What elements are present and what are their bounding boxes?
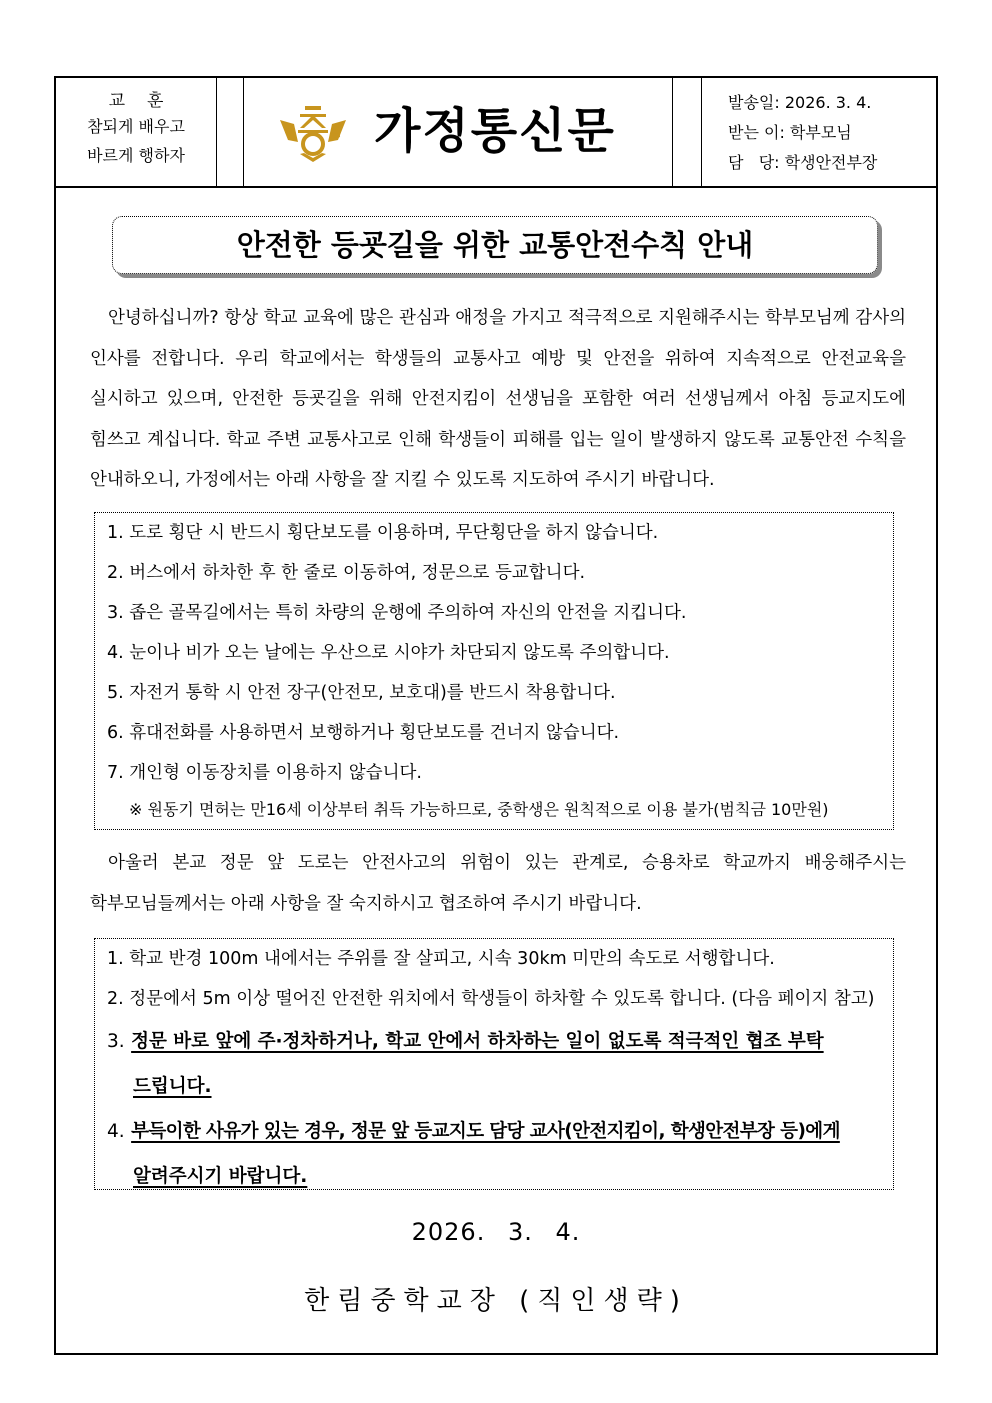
rule-note: ※ 원동기 면허는 만16세 이상부터 취득 가능하므로, 중학생은 원칙적으로 이용 불가(범칙금 10만원) [129,800,829,819]
student-rule: 2. 버스에서 하차한 후 한 줄로 이동하여, 정문으로 등교합니다. [107,563,586,583]
intro-text: 안녕하십니까? 항상 학교 교육에 많은 관심과 애정을 가지고 적극적으로 지원해주시는 학부모님께 감사의 인사를 전합니다. 우리 학교에서는 학생들의 교통사고 예방 및 안전을 위하여 지속적으로 안전교육을 실시하고 있으며, 안전한 등굣길을 위해 안전지킴이 선생님을 포함한 여러 선생님께서 아침 등교지도에 힘쓰고 계십니다. 학교 주변 교통사고로 인해 학생들이 피해를 입는 일이 발생하지 않도록 교통안전 수칙을 안내하오니, 가정에서는 아래 사항을 잘 지킬 수 있도록 지도하여 주시기 바랍니다. [90,308,906,490]
document-type-title: 가정통신문 [374,103,616,159]
school-motto [56,78,217,186]
header-spacer [673,78,702,186]
parent-rule: 2. 정문에서 5m 이상 떨어진 안전한 위치에서 학생들이 하차할 수 있도록 합니다. (다음 페이지 참고) [107,989,875,1009]
letterhead [56,78,936,188]
parent-rule: 1. 학교 반경 100m 내에서는 주위를 잘 살피고, 시속 30km 미만의 속도로 서행합니다. [107,949,775,969]
recipient: 받는 이: 학부모님 [728,123,852,142]
header-spacer [217,78,244,186]
student-rules-box [94,512,894,830]
student-rule: 6. 휴대전화를 사용하면서 보행하거나 횡단보도를 건너지 않습니다. [107,723,620,743]
parent-rule-emphasized: 4. 부득이한 사유가 있는 경우, 정문 앞 등교지도 담당 교사(안전지킴이, 학생안전부장 등)에게 알려주시기 바랍니다. [107,1121,840,1187]
department-in-charge: 담 당: 학생안전부장 [728,153,878,172]
student-rule: 4. 눈이나 비가 오는 날에는 우산으로 시야가 차단되지 않도록 주의합니다. [107,643,670,663]
principal-signature: 한림중학교장 (직인생략) [304,1286,688,1316]
parent-intro-text: 아울러 본교 정문 앞 도로는 안전사고의 위험이 있는 관계로, 승용차로 학교까지 배웅해주시는 학부모님들께서는 아래 사항을 잘 숙지하시고 협조하여 주시기 바랍니다. [90,853,906,914]
motto-line: 바르게 행하자 [87,146,185,165]
svg-text:림: 림 [331,126,342,139]
parent-intro-paragraph [90,843,906,924]
parent-rule-emphasized: 3. 정문 바로 앞에 주·정차하거나, 학교 안에서 하차하는 일이 없도록 적극적인 협조 부탁 드립니다. [107,1031,824,1097]
parent-rules-box [94,938,894,1190]
sent-date: 발송일: 2026. 3. 4. [728,93,872,112]
svg-text:한: 한 [284,126,295,139]
student-rule: 7. 개인형 이동장치를 이용하지 않습니다. [107,763,422,783]
school-emblem-icon [278,102,348,164]
intro-paragraph [90,298,906,501]
student-rule: 1. 도로 횡단 시 반드시 횡단보도를 이용하며, 무단횡단을 하지 않습니다. [107,523,659,543]
newsletter-page [54,76,938,1355]
title-cell [244,78,673,186]
motto-heading: 교훈 [108,91,186,111]
student-rule: 3. 좁은 골목길에서는 특히 차량의 운행에 주의하여 자신의 안전을 지킵니다. [107,603,687,623]
notice-title: 안전한 등굣길을 위한 교통안전수칙 안내 [112,216,878,274]
issue-date: 2026. 3. 4. [411,1218,581,1246]
dispatch-info [702,78,936,186]
student-rule: 5. 자전거 통학 시 안전 장구(안전모, 보호대)를 반드시 착용합니다. [107,683,616,703]
motto-line: 참되게 배우고 [87,117,185,136]
